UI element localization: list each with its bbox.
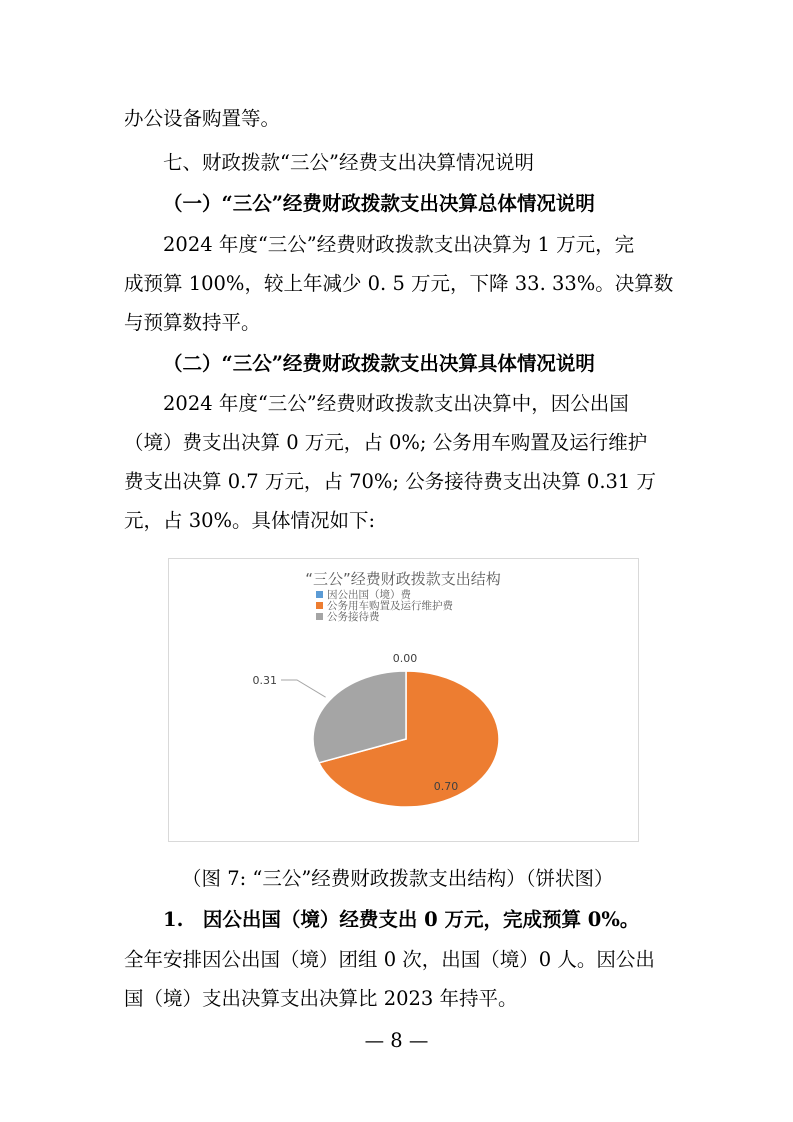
paragraph-2-line-3: 费支出决算 0.7 万元，占 70%; 公务接待费支出决算 0.31 万 xyxy=(124,470,657,493)
paragraph-continuation: 办公设备购置等。 xyxy=(124,107,281,130)
subsection-heading-1: （一）“三公”经费财政拨款支出决算总体情况说明 xyxy=(163,192,595,215)
paragraph-1-line-1: 2024 年度“三公”经费财政拨款支出决算为 1 万元，完 xyxy=(163,233,635,256)
paragraph-1-line-2: 成预算 100%，较上年减少 0. 5 万元，下降 33. 33%。决算数 xyxy=(124,272,674,295)
legend-label-2: 公务接待费 xyxy=(327,611,380,623)
legend-swatch-1 xyxy=(316,602,323,609)
chart-title: “三公”经费财政拨款支出结构 xyxy=(305,570,501,588)
pie-slices xyxy=(313,671,499,807)
data-label-2: 0.31 xyxy=(252,674,277,687)
data-label-0: 0.00 xyxy=(392,652,418,665)
legend-swatch-2 xyxy=(316,613,323,620)
legend-label-1: 公务用车购置及运行维护费 xyxy=(327,600,453,612)
section-heading-7: 七、财政拨款“三公”经费支出决算情况说明 xyxy=(163,151,534,174)
legend-swatch-0 xyxy=(316,591,323,598)
paragraph-2-line-2: （境）费支出决算 0 万元，占 0%; 公务用车购置及运行维护 xyxy=(124,431,648,454)
pie-chart-svg xyxy=(169,559,638,841)
pie-chart xyxy=(168,558,639,842)
subsection-heading-2: （二）“三公”经费财政拨款支出决算具体情况说明 xyxy=(163,352,595,375)
page-number: — 8 — xyxy=(364,1029,429,1052)
item-1-heading: 1. 因公出国（境）经费支出 0 万元，完成预算 0%。 xyxy=(163,908,640,931)
figure-caption: （图 7: “三公”经费财政拨款支出结构）（饼状图） xyxy=(182,867,614,890)
paragraph-2-line-4: 元，占 30%。具体情况如下: xyxy=(124,509,376,532)
data-label-1: 0.70 xyxy=(433,780,459,793)
item-1-line-3: 国（境）支出决算支出决算比 2023 年持平。 xyxy=(124,987,518,1010)
item-1-line-2: 全年安排因公出国（境）团组 0 次，出国（境）0 人。因公出 xyxy=(124,948,655,971)
chart-legend xyxy=(316,588,453,623)
legend-label-0: 因公出国（境）费 xyxy=(327,589,411,601)
paragraph-1-line-3: 与预算数持平。 xyxy=(124,311,261,334)
paragraph-2-line-1: 2024 年度“三公”经费财政拨款支出决算中，因公出国 xyxy=(163,392,629,415)
leader-line xyxy=(281,680,326,697)
